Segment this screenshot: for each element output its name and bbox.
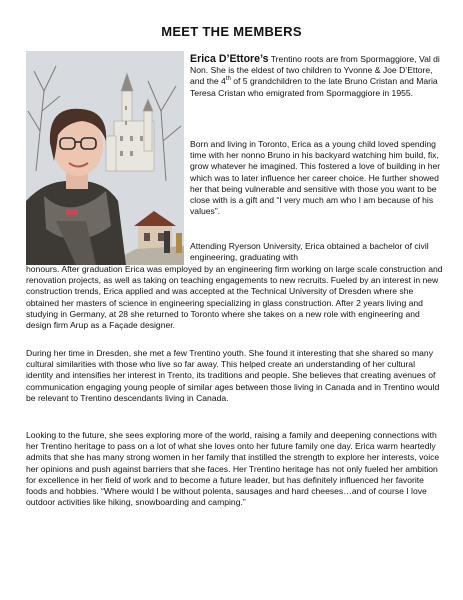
- photo-illustration: [26, 51, 184, 265]
- member-name: Erica D’Ettore’s: [190, 53, 269, 65]
- education-paragraph-top: Attending Ryerson University, Erica obtained a bachelor of civil engineering, graduating with: [190, 241, 429, 263]
- childhood-paragraph: Born and living in Toronto, Erica as a young child loved spending time with her nonno Bruno in his backyard watching him build, fix, grow whatever he imagined. This fostered a love of building in her which was to later influence her career choice. He further showed her that being vulnerable and sensitive with those you want to be close with is a gift and “I very much am who I am because of his values”.: [190, 139, 441, 217]
- education-paragraph-bottom: honours. After graduation Erica was employed by an engineering firm working on large scale construction and renovation projects, as well as taking on teaching engagements to new recruits. Fueled by an interest in new construction trends, Erica applied and was accepted at the Technical University of Dresden where she obtained her masters of science in engineering specializing in glass construction. After 2 years living and studying in Germany, at 28 she returned to Toronto where she takes on a new role with engineering and design firm Arup as a Façade designer.: [26, 264, 443, 331]
- intro-text-a: Trentino roots are from Spormaggiore, Val di Non. She is the eldest of two children to Yvonne & Joe D’Ettore, and the 4: [190, 54, 440, 87]
- member-photo: [26, 51, 184, 265]
- intro-paragraph: [190, 54, 442, 99]
- future-paragraph: Looking to the future, she sees exploring more of the world, raising a family and deepening connections with her Trentino heritage to pass on a lot of what she loves onto her future family one day. Erica warm heartedly admits that she has many strong women in her family that instilled the strength to explore her interests, voice her opinions and push against barriers that she faces. Her Trentino heritage has not only fueled her ambition for excellence in her field of work and to become a future leader, but has definitely influenced her favorite foods and hobbies. “Where would I be without polenta, sausages and hard cheeses…and of course I love outdoor activities like hiking, snowboarding and camping.”: [26, 430, 440, 508]
- intro-text-b: of 5 grandchildren to the late Bruno Cristan and Maria Teresa Cristan who emigrated from Spormaggiore in 1955.: [190, 76, 438, 98]
- page-title: MEET THE MEMBERS: [161, 24, 302, 39]
- ordinal-suffix: th: [225, 76, 231, 83]
- dresden-paragraph: During her time in Dresden, she met a few Trentino youth. She found it interesting that she shared so many cultural similarities with those who live so far away. This helped create an understanding of her cultural identity and intensifies her interest in Trento, its traditions and people. She believes that creating avenues of communication engaging young people of similar ages between those living in Canada and in Trentino would be relevant to Trentino descendants living in Canada.: [26, 348, 440, 403]
